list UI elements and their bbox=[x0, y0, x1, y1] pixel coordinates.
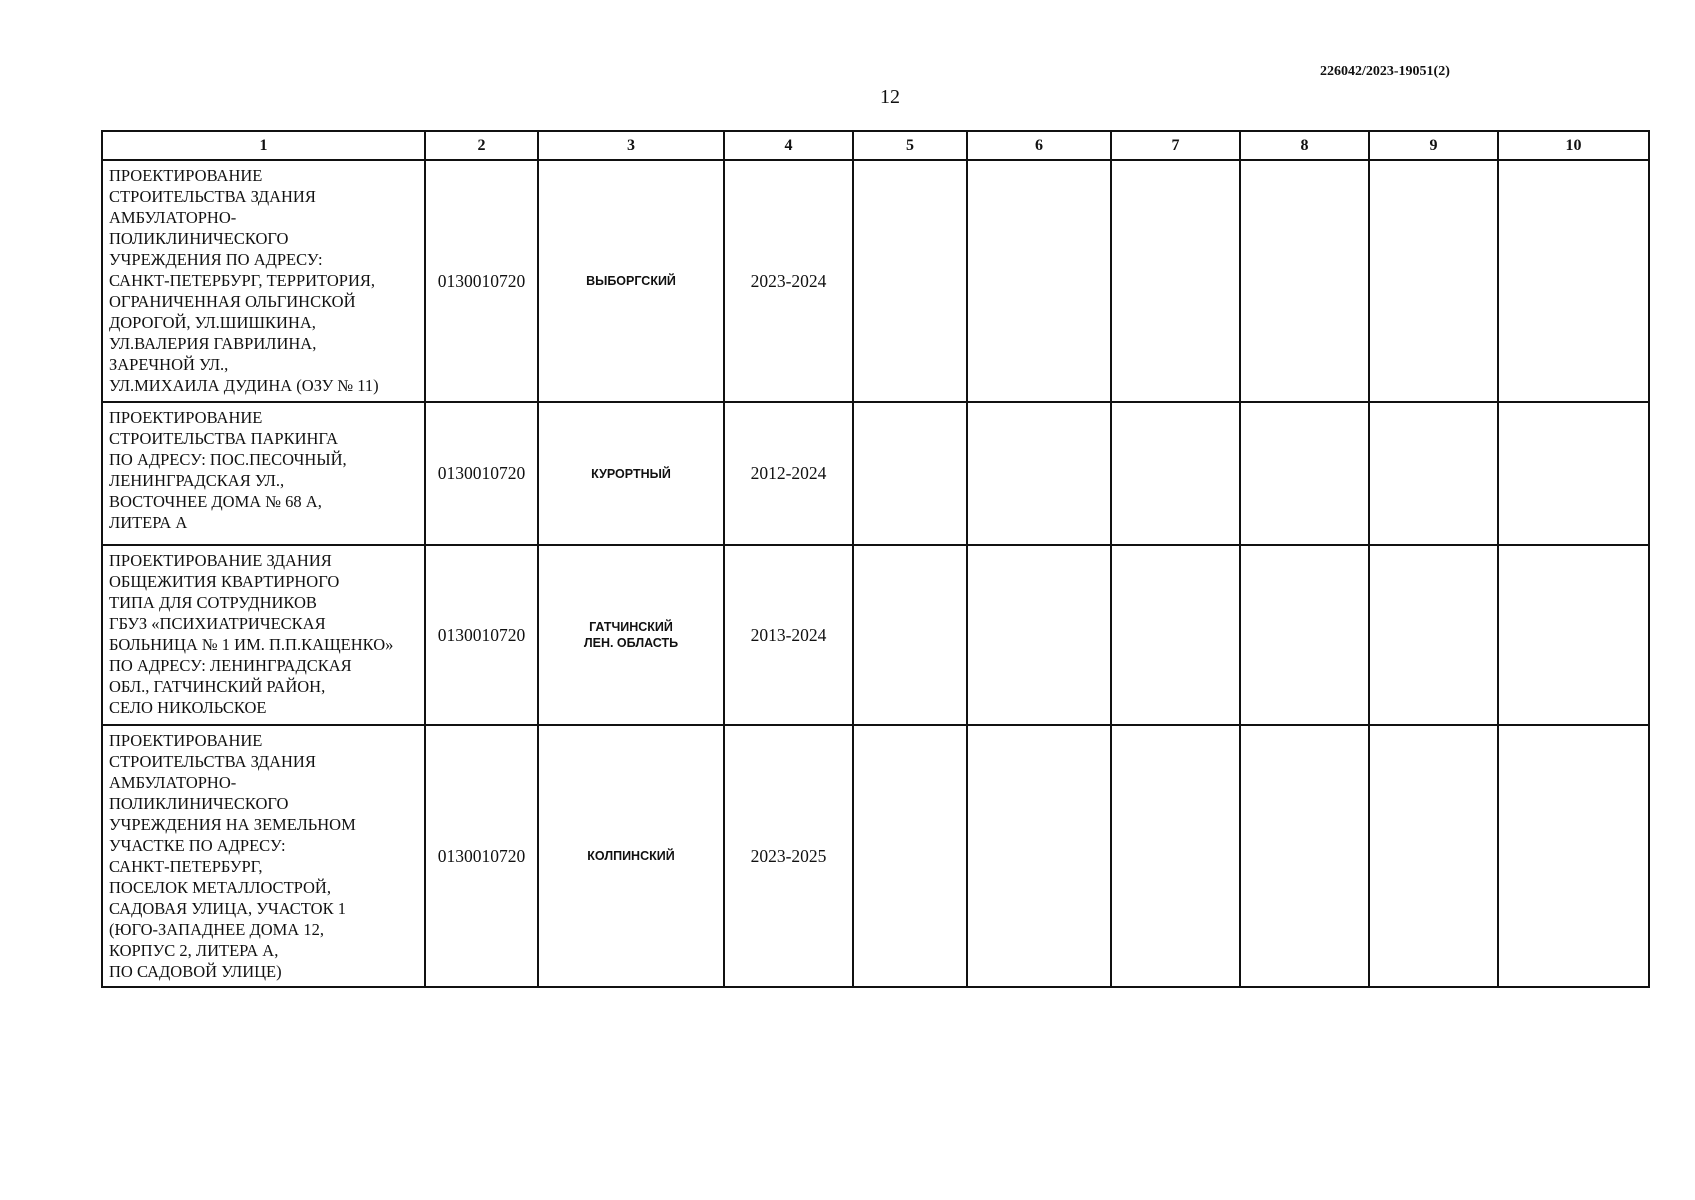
project-name-cell: ПРОЕКТИРОВАНИЕ ЗДАНИЯ ОБЩЕЖИТИЯ КВАРТИРНОГО ТИПА ДЛЯ СОТРУДНИКОВ ГБУЗ «ПСИХИАТРИЧЕСКАЯ БОЛЬНИЦА № 1 ИМ. П.П.КАЩЕНКО» ПО АДРЕСУ: ЛЕНИНГРАДСКАЯ ОБЛ., ГАТЧИНСКИЙ РАЙОН, СЕЛО НИКОЛЬСКОЕ bbox=[102, 545, 425, 725]
district-cell: КУРОРТНЫЙ bbox=[538, 402, 724, 545]
column-header: 5 bbox=[853, 131, 967, 160]
empty-cell bbox=[967, 725, 1111, 987]
column-header: 1 bbox=[102, 131, 425, 160]
code-cell: 0130010720 bbox=[425, 725, 538, 987]
empty-cell bbox=[1240, 160, 1369, 402]
empty-cell bbox=[967, 160, 1111, 402]
project-name-cell: ПРОЕКТИРОВАНИЕ СТРОИТЕЛЬСТВА ПАРКИНГА ПО АДРЕСУ: ПОС.ПЕСОЧНЫЙ, ЛЕНИНГРАДСКАЯ УЛ., ВОСТОЧНЕЕ ДОМА № 68 А, ЛИТЕРА А bbox=[102, 402, 425, 545]
empty-cell bbox=[1111, 402, 1240, 545]
period-cell: 2013-2024 bbox=[724, 545, 853, 725]
code-cell: 0130010720 bbox=[425, 545, 538, 725]
column-header: 10 bbox=[1498, 131, 1649, 160]
empty-cell bbox=[1369, 725, 1498, 987]
period-cell: 2023-2024 bbox=[724, 160, 853, 402]
table-row bbox=[102, 725, 1649, 987]
empty-cell bbox=[1240, 402, 1369, 545]
column-header: 3 bbox=[538, 131, 724, 160]
empty-cell bbox=[853, 545, 967, 725]
empty-cell bbox=[853, 725, 967, 987]
district-cell: КОЛПИНСКИЙ bbox=[538, 725, 724, 987]
empty-cell bbox=[967, 545, 1111, 725]
empty-cell bbox=[1111, 725, 1240, 987]
projects-table bbox=[101, 130, 1650, 988]
empty-cell bbox=[853, 160, 967, 402]
empty-cell bbox=[1369, 160, 1498, 402]
empty-cell bbox=[1498, 725, 1649, 987]
district-cell: ВЫБОРГСКИЙ bbox=[538, 160, 724, 402]
empty-cell bbox=[1111, 160, 1240, 402]
table-row bbox=[102, 402, 1649, 545]
document-id: 226042/2023-19051(2) bbox=[1320, 64, 1450, 79]
period-cell: 2023-2025 bbox=[724, 725, 853, 987]
empty-cell bbox=[1369, 545, 1498, 725]
code-cell: 0130010720 bbox=[425, 160, 538, 402]
table-row bbox=[102, 545, 1649, 725]
project-name-cell: ПРОЕКТИРОВАНИЕ СТРОИТЕЛЬСТВА ЗДАНИЯ АМБУЛАТОРНО- ПОЛИКЛИНИЧЕСКОГО УЧРЕЖДЕНИЯ ПО АДРЕСУ: САНКТ-ПЕТЕРБУРГ, ТЕРРИТОРИЯ, ОГРАНИЧЕННАЯ ОЛЬГИНСКОЙ ДОРОГОЙ, УЛ.ШИШКИНА, УЛ.ВАЛЕРИЯ ГАВРИЛИНА, ЗАРЕЧНОЙ УЛ., УЛ.МИХАИЛА ДУДИНА (ОЗУ № 11) bbox=[102, 160, 425, 402]
empty-cell bbox=[853, 402, 967, 545]
column-header: 2 bbox=[425, 131, 538, 160]
empty-cell bbox=[1498, 545, 1649, 725]
column-header: 9 bbox=[1369, 131, 1498, 160]
column-number-row bbox=[102, 131, 1649, 160]
empty-cell bbox=[1111, 545, 1240, 725]
empty-cell bbox=[1369, 402, 1498, 545]
page-number: 12 bbox=[880, 86, 900, 108]
empty-cell bbox=[1498, 402, 1649, 545]
district-cell: ГАТЧИНСКИЙ ЛЕН. ОБЛАСТЬ bbox=[538, 545, 724, 725]
code-cell: 0130010720 bbox=[425, 402, 538, 545]
table-row bbox=[102, 160, 1649, 402]
column-header: 6 bbox=[967, 131, 1111, 160]
empty-cell bbox=[1240, 725, 1369, 987]
empty-cell bbox=[967, 402, 1111, 545]
column-header: 7 bbox=[1111, 131, 1240, 160]
period-cell: 2012-2024 bbox=[724, 402, 853, 545]
empty-cell bbox=[1240, 545, 1369, 725]
project-name-cell: ПРОЕКТИРОВАНИЕ СТРОИТЕЛЬСТВА ЗДАНИЯ АМБУЛАТОРНО- ПОЛИКЛИНИЧЕСКОГО УЧРЕЖДЕНИЯ НА ЗЕМЕЛЬНОМ УЧАСТКЕ ПО АДРЕСУ: САНКТ-ПЕТЕРБУРГ, ПОСЕЛОК МЕТАЛЛОСТРОЙ, САДОВАЯ УЛИЦА, УЧАСТОК 1 (ЮГО-ЗАПАДНЕЕ ДОМА 12, КОРПУС 2, ЛИТЕРА А, ПО САДОВОЙ УЛИЦЕ) bbox=[102, 725, 425, 987]
empty-cell bbox=[1498, 160, 1649, 402]
column-header: 4 bbox=[724, 131, 853, 160]
column-header: 8 bbox=[1240, 131, 1369, 160]
